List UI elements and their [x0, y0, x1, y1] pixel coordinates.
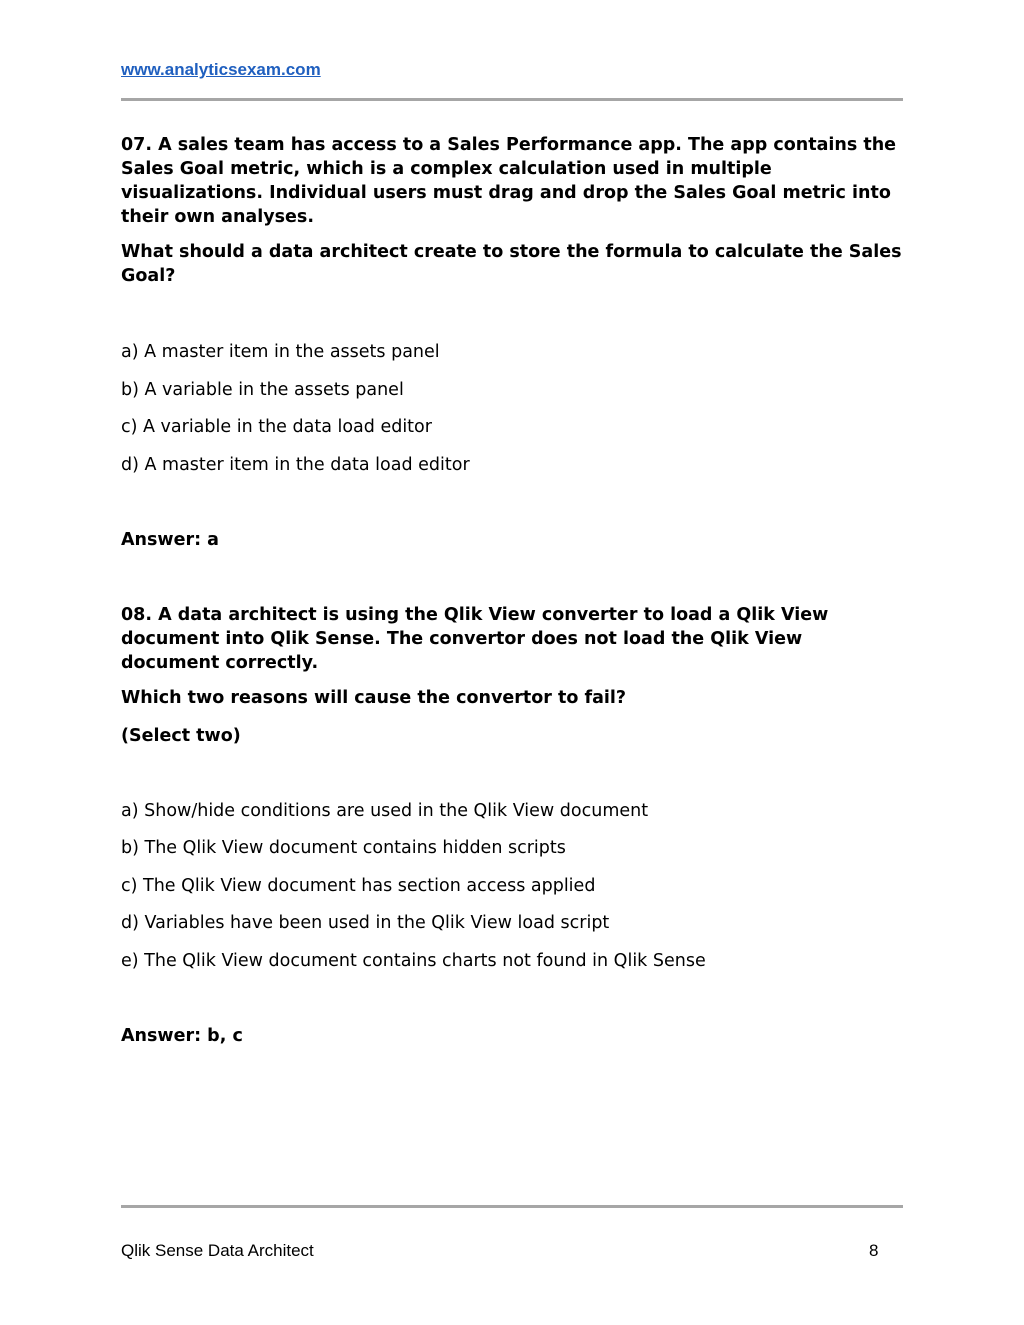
option-d: d) A master item in the data load editor: [121, 454, 470, 475]
question-block-07: [121, 133, 903, 552]
answer-text: Answer: a: [121, 529, 219, 550]
question-text: 08. A data architect is using the Qlik View converter to load a Qlik View document into Qlik Sense. The convertor does not load the Qlik View document correctly.: [121, 604, 829, 673]
footer-divider: [121, 1205, 903, 1208]
page-number: 8: [869, 1241, 879, 1260]
question-prompt: What should a data architect create to store the formula to calculate the Sales Goal?: [121, 242, 902, 286]
question-prompt: Which two reasons will cause the convertor to fail?: [121, 687, 627, 708]
question-text: 07. A sales team has access to a Sales Performance app. The app contains the Sales Goal metric, which is a complex calculation used in multiple visualizations. Individual users must drag and drop the Sales Goal metric into their own analyses.: [121, 135, 897, 227]
option-b: b) The Qlik View document contains hidden scripts: [121, 838, 566, 858]
question-note: (Select two): [121, 725, 241, 746]
option-a: a) A master item in the assets panel: [121, 342, 440, 362]
header-divider: [121, 98, 903, 101]
option-c: c) A variable in the data load editor: [121, 417, 432, 437]
answer-text: Answer: b, c: [121, 1025, 243, 1046]
option-a: a) Show/hide conditions are used in the Qlik View document: [121, 800, 649, 821]
option-b: b) A variable in the assets panel: [121, 379, 404, 400]
question-block-08: [121, 603, 903, 1048]
header-website-link[interactable]: www.analyticsexam.com: [121, 60, 321, 79]
page-content: [121, 133, 903, 1048]
footer-title: Qlik Sense Data Architect: [121, 1241, 314, 1260]
option-e: e) The Qlik View document contains charts not found in Qlik Sense: [121, 950, 706, 971]
option-d: d) Variables have been used in the Qlik View load script: [121, 913, 610, 933]
option-c: c) The Qlik View document has section access applied: [121, 875, 596, 896]
